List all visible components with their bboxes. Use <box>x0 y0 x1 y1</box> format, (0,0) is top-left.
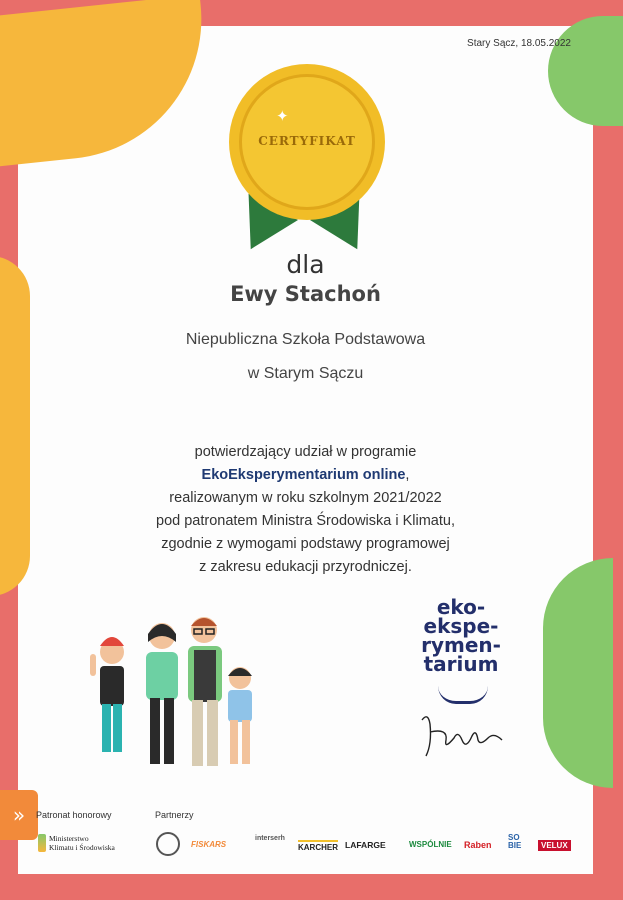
logo-line: eko- <box>436 595 486 619</box>
body-line: pod patronatem Ministra Środowiska i Klimatu, <box>156 513 455 529</box>
partner-fiskars: FISKARS <box>191 840 227 849</box>
patronat-label: Patronat honorowy <box>36 810 112 820</box>
recipient-prefix: dla <box>286 250 325 279</box>
partner-seal-icon <box>156 832 180 856</box>
logo-line: rymen- <box>421 633 501 657</box>
partner-sobie <box>508 834 521 850</box>
body-line: realizowanym w roku szkolnym 2021/2022 <box>169 490 442 506</box>
partners-label: Partnerzy <box>155 810 194 820</box>
school-name-line2: w Starym Sączu <box>247 365 364 382</box>
partner-raben: Raben <box>464 840 492 850</box>
body-line: zgodnie z wymogami podstawy programowej <box>161 536 450 552</box>
sobie-line1: SO <box>508 833 520 842</box>
body-line: z zakresu edukacji przyrodniczej. <box>199 559 412 575</box>
program-name: EkoEksperymentarium online <box>201 467 406 483</box>
ekoeksperymentarium-logo <box>396 595 526 676</box>
ministry-emblem-icon <box>38 834 46 852</box>
signature <box>418 710 508 760</box>
decor-yellow-shape-top <box>0 0 215 168</box>
logo-line: tarium <box>423 652 499 676</box>
ministry-name-line2: Klimatu i Środowiska <box>49 843 115 852</box>
ministry-name-line1: Ministerstwo <box>49 834 89 843</box>
partner-interserh: interserh <box>255 835 285 842</box>
partner-wspolnie: WSPÓLNIE <box>409 840 452 849</box>
partner-lafarge: LAFARGE <box>345 840 386 850</box>
partner-karcher: KARCHER <box>298 840 338 852</box>
decor-green-shape-right <box>543 558 613 788</box>
next-arrow-button[interactable]: » <box>0 790 38 840</box>
sobie-line2: BIE <box>508 841 522 850</box>
logo-smile-icon <box>438 686 488 704</box>
recipient-name: Ewy Stachoń <box>230 282 381 306</box>
certificate-body <box>18 441 593 579</box>
ministry-logo <box>38 834 115 852</box>
body-line: potwierdzający udział w programie <box>194 444 417 460</box>
partner-velux: VELUX <box>538 840 571 851</box>
body-program-line <box>18 464 593 487</box>
issue-date: Stary Sącz, 18.05.2022 <box>467 38 571 49</box>
decor-green-shape-top <box>548 16 623 126</box>
sparkle-icon: ✦ <box>276 107 289 125</box>
sponsor-logos <box>38 832 578 862</box>
logo-line: ekspe- <box>423 614 499 638</box>
school-name-line1: Niepubliczna Szkoła Podstawowa <box>185 331 426 348</box>
certificate-paper <box>12 26 593 874</box>
medal-icon <box>229 64 385 220</box>
family-illustration <box>80 592 265 812</box>
medal-label: CERTYFIKAT <box>258 134 356 148</box>
program-suffix: , <box>405 467 410 483</box>
